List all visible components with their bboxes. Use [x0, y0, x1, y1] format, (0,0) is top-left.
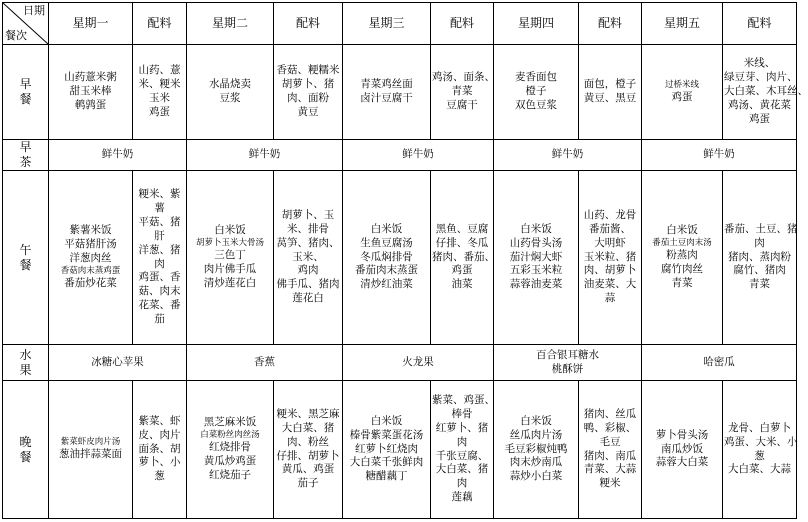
meal-label-char: 早 — [19, 140, 32, 154]
dish-line: 桃酥饼 — [551, 362, 584, 375]
ingredient-line: 山药、龙骨 — [583, 208, 637, 221]
dish-line: 红烧排骨 — [209, 441, 251, 454]
ingredient-line: 猪肉、丝瓜 — [583, 407, 637, 420]
dish-line: 火龙果 — [402, 355, 434, 368]
dish-cell — [343, 171, 431, 345]
ingredient-line: 黄豆 — [297, 105, 319, 118]
meal-label — [3, 381, 49, 519]
ingredient-line: 青菜、大蒜 — [583, 463, 637, 476]
dish-line: 大白菜千张鲜肉 — [349, 456, 424, 469]
dish-line: 清炒莲花白 — [203, 276, 257, 289]
day-header: 星期五 — [642, 3, 723, 45]
dish-line: 水晶烧卖 — [209, 78, 251, 91]
dish-cell — [49, 45, 133, 140]
ingredient-line: 鸡肉 — [297, 264, 319, 277]
dish-line: 鹌鹑蛋 — [74, 98, 107, 111]
ingredients-header: 配料 — [431, 3, 494, 45]
ingredient-line: 鸡汤、黄花菜 — [728, 98, 791, 111]
dish-line: 平菇猪肝汤 — [64, 238, 117, 251]
ingredients-cell — [133, 45, 187, 140]
ingredient-line: 粳米、黑芝麻 — [276, 407, 340, 420]
dish-line: 丝瓜肉片汤 — [509, 428, 563, 441]
ingredient-line: 肉 — [154, 257, 165, 270]
dish-line: 萝卜骨头汤 — [655, 428, 709, 441]
dish-line: 紫薯米饭 — [69, 224, 112, 237]
dish-line: 山药骨头汤 — [509, 236, 563, 249]
day-header: 星期一 — [49, 3, 133, 45]
morning-tea-row — [3, 140, 797, 171]
ingredient-line: 玉米粒、猪 — [583, 250, 637, 263]
dish-line: 冬瓜焖排骨 — [360, 250, 413, 263]
ingredient-line: 黑鱼、豆腐 — [435, 222, 489, 235]
ingredients-cell — [274, 381, 343, 519]
dish-line: 甜玉米棒 — [69, 85, 112, 98]
ingredients-cell — [579, 381, 642, 519]
ingredients-cell — [723, 171, 797, 345]
ingredient-line: 紫菜、虾 — [138, 414, 181, 427]
dish-cell — [642, 45, 723, 140]
dish-line: 蒜蓉大白菜 — [655, 456, 709, 469]
daily-item-cell — [49, 345, 187, 381]
dish-line: 蒜炒小白菜 — [509, 470, 563, 483]
ingredient-line: 米、排骨 — [287, 222, 329, 235]
ingredient-line: 鸡蛋 — [749, 112, 770, 125]
meal-label-char: 餐 — [19, 257, 32, 272]
ingredient-line: 毛豆 — [599, 435, 621, 448]
ingredient-line: 红萝卜、猪 — [435, 421, 489, 434]
daily-item-cell — [343, 140, 494, 171]
ingredient-line: 山药、薏 — [138, 64, 181, 77]
daily-item-cell — [642, 345, 797, 381]
ingredient-line: 青菜 — [451, 85, 473, 98]
daily-item-cell — [49, 140, 187, 171]
ingredient-line: 莲藕 — [451, 491, 473, 504]
dish-line: 黑芝麻米饭 — [203, 416, 257, 429]
ingredient-line: 青菜 — [749, 278, 770, 291]
ingredients-header: 配料 — [579, 3, 642, 45]
ingredient-line: 鸡汤、面条、 — [432, 71, 495, 84]
meal-label — [3, 345, 49, 381]
dish-line: 鸡蛋 — [671, 90, 693, 103]
header-row — [3, 3, 797, 45]
ingredient-line: 猪肉、南瓜 — [583, 449, 637, 462]
daily-item-line: 鲜牛奶 — [101, 148, 134, 161]
ingredient-line: 玉米、 — [292, 250, 324, 263]
ingredient-line: 肉 — [456, 477, 468, 490]
ingredient-line: 大白菜、猪 — [435, 463, 489, 476]
ingredient-line: 香菇、粳糯米 — [276, 64, 340, 77]
meal-label-char: 早 — [19, 77, 32, 91]
ingredient-line: 葱 — [154, 470, 165, 483]
ingredient-line: 豆腐干 — [446, 98, 478, 111]
ingredient-line: 肉、面粉 — [287, 92, 329, 104]
ingredient-line: 大白菜、猪 — [281, 421, 335, 434]
ingredient-line: 番茄、土豆、猪 — [724, 222, 798, 235]
ingredient-line: 葱 — [754, 449, 765, 462]
dish-line: 白米饭 — [370, 414, 403, 427]
day-header: 星期四 — [494, 3, 579, 45]
dish-line: 白米饭 — [666, 224, 698, 237]
dish-line: 腐竹肉丝 — [661, 263, 703, 276]
dish-line: 白菜粉丝肉丝汤 — [200, 430, 260, 441]
ingredients-cell — [579, 45, 642, 140]
meal-label-char: 午 — [19, 242, 32, 257]
ingredient-line: 鸡蛋、大米、小 — [724, 435, 798, 448]
ingredient-line: 肉、胡萝卜 — [583, 264, 637, 277]
ingredient-line: 仔排、胡萝卜 — [276, 449, 340, 462]
ingredient-line: 棒骨 — [451, 407, 473, 420]
dish-line: 香蕉 — [254, 355, 275, 368]
dish-line: 红烧茄子 — [209, 468, 251, 481]
dish-line: 茄汁焖大虾 — [509, 250, 563, 263]
dish-cell — [187, 381, 274, 519]
ingredients-cell — [133, 171, 187, 345]
ingredient-line: 大白菜、大蒜 — [728, 463, 791, 476]
dish-line: 白米饭 — [370, 222, 403, 235]
dish-line: 双色豆浆 — [515, 98, 557, 111]
ingredients-cell — [133, 381, 187, 519]
ingredient-line: 千张豆腐、 — [435, 449, 489, 462]
day-header: 星期三 — [343, 3, 431, 45]
dish-line: 哈密瓜 — [703, 355, 735, 368]
meal-label-char: 餐 — [19, 449, 32, 464]
ingredient-line: 番茄酱、 — [589, 222, 631, 235]
dish-cell — [494, 381, 579, 519]
daily-item-cell — [642, 140, 797, 171]
ingredient-line: 蒜 — [604, 292, 616, 305]
dish-cell — [642, 381, 723, 519]
ingredient-line: 莲花白 — [292, 292, 324, 305]
ingredient-line: 油菜 — [451, 278, 473, 291]
ingredient-line: 平菇、猪 — [138, 215, 181, 228]
corner-day-label: 日期 — [23, 4, 45, 17]
dish-line: 百合银耳糖水 — [536, 348, 599, 361]
dish-line: 番茄肉末蒸蛋 — [355, 264, 418, 277]
ingredient-line: 肉 — [456, 435, 468, 448]
dish-line: 蒜蓉油麦菜 — [509, 278, 563, 291]
ingredients-cell — [579, 171, 642, 345]
ingredient-line: 皮、肉片 — [138, 428, 181, 441]
dish-line: 五彩玉米粒 — [509, 264, 563, 277]
daily-item-line: 鲜牛奶 — [551, 148, 584, 161]
dish-line: 三色丁 — [214, 249, 246, 262]
dish-cell — [642, 171, 723, 345]
day-header: 星期二 — [187, 3, 274, 45]
ingredients-header: 配料 — [274, 3, 343, 45]
meal-label-char: 水 — [19, 347, 32, 362]
ingredient-line: 油麦菜、大 — [583, 278, 637, 291]
meal-label — [3, 171, 49, 345]
ingredient-line: 肝 — [154, 229, 165, 242]
dish-line: 榛骨紫菜蛋花汤 — [349, 428, 424, 441]
dinner-row — [3, 381, 797, 519]
dish-line: 橙子 — [525, 85, 547, 98]
dish-line: 冰糖心苹果 — [91, 355, 144, 368]
ingredient-line: 洋葱、猪 — [138, 243, 181, 256]
daily-item-cell — [494, 140, 642, 171]
dish-line: 青菜 — [671, 276, 693, 289]
daily-item-cell — [187, 140, 343, 171]
dish-line: 红萝卜红烧肉 — [355, 442, 418, 455]
ingredient-line: 猪肉、蒸肉粉 — [728, 250, 791, 263]
ingredient-line: 面包，橙子 — [583, 78, 637, 91]
dish-cell — [49, 171, 133, 345]
ingredient-line: 米、粳米 — [138, 78, 181, 91]
dish-line: 番茄炒花菜 — [64, 276, 117, 289]
dish-line: 过桥米线 — [664, 79, 699, 90]
ingredients-cell — [723, 381, 797, 519]
meal-label-char: 茶 — [19, 155, 32, 169]
ingredient-line: 肉、粉丝 — [287, 435, 329, 448]
ingredient-line: 黄瓜、鸡蛋 — [281, 463, 335, 476]
dish-line: 清炒红油菜 — [360, 278, 413, 291]
daily-item-line: 鲜牛奶 — [248, 148, 281, 161]
dish-cell — [343, 381, 431, 519]
dish-cell — [494, 171, 579, 345]
dish-cell — [187, 171, 274, 345]
dish-line: 黄瓜炒鸡蛋 — [203, 455, 257, 468]
meal-label-char: 果 — [19, 362, 32, 377]
dish-line: 紫菜虾皮肉片汤 — [60, 437, 121, 448]
daily-item-cell — [343, 345, 494, 381]
ingredient-line: 粳米 — [599, 477, 621, 490]
ingredient-line: 腐竹、猪肉 — [733, 264, 786, 277]
ingredients-cell — [431, 171, 494, 345]
dish-line: 番茄土豆肉末汤 — [652, 238, 712, 249]
dish-line: 青菜鸡丝面 — [360, 78, 413, 91]
ingredients-cell — [723, 45, 808, 140]
ingredient-line: 鸡蛋、香 — [138, 271, 181, 284]
dish-line: 胡萝卜玉米大骨汤 — [195, 238, 264, 249]
ingredients-cell — [431, 45, 494, 140]
meal-label — [3, 140, 49, 171]
weekly-menu-table — [2, 2, 808, 519]
lunch-row — [3, 171, 797, 345]
ingredient-line: 萝卜、小 — [138, 456, 181, 469]
ingredient-line: 黄豆、黑豆 — [583, 92, 637, 104]
ingredient-line: 鸭、彩椒、 — [583, 421, 637, 434]
dish-line: 麦香面包 — [515, 71, 557, 84]
ingredient-line: 茄 — [154, 312, 165, 325]
ingredients-header: 配料 — [723, 3, 797, 45]
dish-line: 生鱼豆腐汤 — [360, 236, 413, 249]
dish-line: 肉片佛手瓜 — [203, 263, 257, 276]
ingredients-cell — [274, 171, 343, 345]
dish-line: 豆浆 — [219, 92, 241, 104]
ingredient-line: 鸡蛋 — [451, 264, 473, 277]
dish-line: 白米饭 — [520, 222, 552, 235]
ingredient-line: 薯 — [154, 202, 165, 215]
ingredient-line: 粳米、紫 — [138, 188, 181, 201]
corner-cell — [3, 3, 49, 45]
ingredients-cell — [274, 45, 343, 140]
ingredient-line: 花菜、番 — [138, 299, 181, 312]
ingredient-line: 胡萝卜、玉 — [281, 208, 335, 221]
ingredients-cell — [431, 381, 494, 519]
meal-label-char: 餐 — [19, 92, 32, 106]
dish-line: 肉末炒南瓜 — [509, 456, 563, 469]
dish-line: 洋葱肉丝 — [69, 251, 112, 264]
dish-line: 山药薏米粥 — [64, 71, 117, 84]
ingredient-line: 龙骨、白萝卜 — [728, 421, 791, 434]
dish-line: 白米饭 — [520, 414, 552, 427]
dish-line: 粉蒸肉 — [666, 249, 698, 262]
daily-item-cell — [187, 345, 343, 381]
dish-cell — [494, 45, 579, 140]
dish-line: 卤汁豆腐干 — [360, 92, 413, 104]
dish-line: 糖醋藕丁 — [365, 470, 408, 483]
ingredient-line: 绿豆芽、肉片、 — [724, 71, 798, 84]
fruit-row — [3, 345, 797, 381]
ingredient-line: 肉 — [754, 236, 765, 249]
ingredient-line: 玉米 — [149, 92, 170, 104]
dish-line: 葱油拌蒜菜面 — [59, 448, 122, 461]
ingredient-line: 面条、胡 — [138, 442, 181, 455]
ingredient-line: 鸡蛋 — [149, 105, 170, 118]
corner-meal-label: 餐次 — [5, 28, 27, 42]
meal-label-char: 晚 — [19, 434, 32, 449]
ingredient-line: 莴笋、猪肉、 — [276, 236, 340, 249]
ingredient-line: 米线、 — [743, 57, 776, 70]
ingredient-line: 大白菜、木耳丝、 — [724, 85, 808, 98]
dish-line: 南瓜炒饭 — [661, 442, 703, 455]
daily-item-cell — [494, 345, 642, 381]
ingredient-line: 菇、肉末 — [138, 285, 181, 298]
daily-item-line: 鲜牛奶 — [703, 148, 735, 161]
ingredients-header: 配料 — [133, 3, 187, 45]
dish-cell — [187, 45, 274, 140]
ingredient-line: 仔排、冬瓜 — [435, 236, 489, 249]
dish-cell — [49, 381, 133, 519]
dish-cell — [343, 45, 431, 140]
meal-label — [3, 45, 49, 140]
ingredient-line: 佛手瓜、猪肉 — [276, 278, 340, 291]
ingredient-line: 猪肉、番茄、 — [432, 250, 495, 263]
dish-line: 毛豆彩椒炖鸭 — [504, 442, 568, 455]
daily-item-line: 鲜牛奶 — [402, 148, 434, 161]
breakfast-row — [3, 45, 797, 140]
ingredient-line: 大明虾 — [594, 236, 626, 249]
ingredient-line: 茄子 — [297, 477, 319, 490]
dish-line: 白米饭 — [214, 224, 246, 237]
dish-line: 香菇肉末蒸鸡蛋 — [60, 265, 121, 276]
ingredient-line: 紫菜、鸡蛋、 — [432, 394, 495, 407]
ingredient-line: 胡萝卜、猪 — [281, 78, 335, 91]
